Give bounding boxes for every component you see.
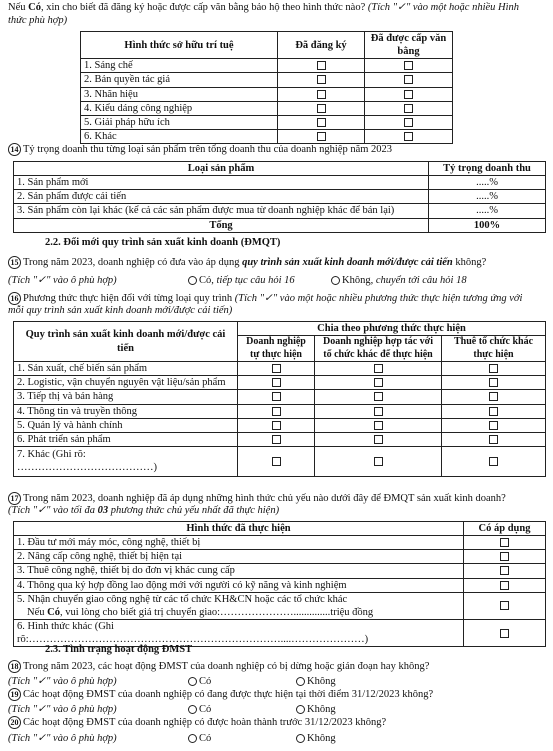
checkbox[interactable] bbox=[374, 435, 383, 444]
option-label: Không bbox=[307, 733, 336, 744]
q18-note: (Tích "✓" vào ô phù hợp) bbox=[8, 676, 117, 687]
checkbox[interactable] bbox=[374, 457, 383, 466]
q17-text: Trong năm 2023, doanh nghiệp đã áp dụng những hình thức chủ yếu nào dưới đây để ĐMQT sản xuất kinh doanh? bbox=[23, 493, 506, 504]
q18-text: Trong năm 2023, các hoạt động ĐMST của doanh nghiệp có bị dừng hoặc gián đoạn hay không? bbox=[23, 661, 430, 672]
question-number-badge: 20 bbox=[8, 716, 21, 729]
checkbox[interactable] bbox=[500, 581, 509, 590]
radio-button[interactable] bbox=[296, 734, 305, 743]
process-row-label: 3. Tiếp thị và bán hàng bbox=[14, 390, 238, 404]
revenue-row-value[interactable]: .....% bbox=[429, 176, 546, 190]
checkbox[interactable] bbox=[404, 90, 413, 99]
table-row bbox=[14, 176, 546, 190]
methods-row-5-bold: Có bbox=[47, 606, 60, 618]
q15-note: (Tích "✓" vào ô phù hợp) bbox=[8, 275, 117, 286]
ip-table bbox=[80, 31, 453, 144]
checkbox[interactable] bbox=[317, 75, 326, 84]
checkbox[interactable] bbox=[374, 392, 383, 401]
methods-table bbox=[13, 521, 546, 647]
checkbox[interactable] bbox=[489, 378, 498, 387]
table-row bbox=[81, 73, 453, 87]
option-note: chuyển tới câu hỏi 18 bbox=[375, 275, 467, 286]
q18-option-yes[interactable] bbox=[188, 675, 211, 688]
process-other-line-1: 7. Khác (Ghi rõ: bbox=[17, 449, 86, 461]
q15-bold: quy trình sản xuất kinh doanh mới/được cải tiến bbox=[242, 257, 453, 268]
checkbox[interactable] bbox=[404, 61, 413, 70]
q20-note: (Tích "✓" vào ô phù hợp) bbox=[8, 733, 117, 744]
question-number-badge: 17 bbox=[8, 492, 21, 505]
methods-row-5-line-1: 5. Nhận chuyển giao công nghệ từ các tổ chức KH&CN hoặc các tổ chức khác bbox=[17, 593, 348, 605]
checkbox[interactable] bbox=[500, 538, 509, 547]
checkbox[interactable] bbox=[272, 421, 281, 430]
q20-option-no[interactable] bbox=[296, 732, 336, 745]
table-row bbox=[81, 59, 453, 73]
methods-row-label: 2. Nâng cấp công nghệ, thiết bị hiện tại bbox=[14, 550, 464, 564]
checkbox[interactable] bbox=[272, 364, 281, 373]
q17-note-post: phương thức chủ yếu nhất đã thực hiện) bbox=[108, 505, 280, 516]
checkbox[interactable] bbox=[272, 378, 281, 387]
question-number-badge: 18 bbox=[8, 660, 21, 673]
methods-row-other[interactable]: 6. Hình thức khác (Ghi rõ:………………………………………………………………....…………………) bbox=[14, 619, 464, 646]
checkbox[interactable] bbox=[317, 104, 326, 113]
ip-header-registered: Đã đăng ký bbox=[278, 32, 365, 59]
table-row bbox=[14, 204, 546, 218]
q19-question bbox=[8, 688, 433, 701]
intro-text-2: , xin cho biết đã đăng ký hoặc được cấp văn bằng bảo hộ theo hình thức nào? bbox=[40, 2, 368, 13]
checkbox[interactable] bbox=[374, 378, 383, 387]
table-row bbox=[81, 115, 453, 129]
q19-text: Các hoạt động ĐMST của doanh nghiệp có đang được thực hiện tại thời điểm 31/12/2023 không? bbox=[23, 689, 434, 700]
process-row-label: 4. Thông tin và truyền thông bbox=[14, 404, 238, 418]
radio-button[interactable] bbox=[188, 705, 197, 714]
q18-option-no[interactable] bbox=[296, 675, 336, 688]
checkbox[interactable] bbox=[317, 118, 326, 127]
radio-button[interactable] bbox=[296, 705, 305, 714]
radio-button[interactable] bbox=[296, 677, 305, 686]
table-row bbox=[14, 418, 546, 432]
ip-row-label: 6. Khác bbox=[81, 129, 278, 143]
q20-option-yes[interactable] bbox=[188, 732, 211, 745]
q18-question bbox=[8, 660, 429, 673]
methods-row-5-pre: Nếu bbox=[27, 606, 48, 618]
checkbox[interactable] bbox=[404, 104, 413, 113]
q20-question bbox=[8, 716, 386, 729]
q16-note: (Tích "✓" vào một hoặc nhiều phương thức thực hiện tương ứng với bbox=[234, 293, 523, 304]
option-label: Không bbox=[307, 704, 336, 715]
checkbox[interactable] bbox=[489, 407, 498, 416]
checkbox[interactable] bbox=[489, 364, 498, 373]
q14-text: Tỷ trọng doanh thu từng loại sản phẩm trên tổng doanh thu của doanh nghiệp năm 2023 bbox=[23, 144, 393, 155]
ip-header-granted: Đã được cấp văn bằng bbox=[365, 32, 453, 59]
checkbox[interactable] bbox=[374, 364, 383, 373]
intro-note: (Tích "✓" vào một hoặc nhiều Hình bbox=[367, 2, 520, 13]
ip-row-label: 4. Kiểu dáng công nghiệp bbox=[81, 101, 278, 115]
process-row-label: 1. Sản xuất, chế biến sản phẩm bbox=[14, 362, 238, 376]
revenue-row-value[interactable]: .....% bbox=[429, 190, 546, 204]
checkbox[interactable] bbox=[489, 457, 498, 466]
question-number-badge: 19 bbox=[8, 688, 21, 701]
q19-option-no[interactable] bbox=[296, 703, 336, 716]
q15-question bbox=[8, 256, 486, 269]
intro-bold: Có bbox=[28, 2, 41, 13]
q20-text: Các hoạt động ĐMST của doanh nghiệp có được hoàn thành trước 31/12/2023 không? bbox=[23, 717, 387, 728]
revenue-header-type: Loại sản phẩm bbox=[14, 162, 429, 176]
methods-row-label: 4. Thông qua ký hợp đồng lao động mới với người có kỹ năng và kinh nghiệm bbox=[14, 578, 464, 592]
checkbox[interactable] bbox=[404, 118, 413, 127]
q17-note-bold: 03 bbox=[97, 505, 109, 516]
option-label: Có bbox=[199, 704, 212, 715]
table-row bbox=[14, 432, 546, 446]
intro-line-1 bbox=[8, 1, 519, 14]
option-label: Có bbox=[199, 676, 212, 687]
option-label: Có bbox=[199, 733, 212, 744]
ip-row-label: 5. Giải pháp hữu ích bbox=[81, 115, 278, 129]
table-row bbox=[14, 578, 546, 592]
q19-note: (Tích "✓" vào ô phù hợp) bbox=[8, 704, 117, 715]
ip-row-label: 1. Sáng chế bbox=[81, 59, 278, 73]
checkbox[interactable] bbox=[272, 392, 281, 401]
methods-row-5-post: , vui lòng cho biết giá trị chuyển giao:…………………..............triệu đồng bbox=[59, 606, 374, 618]
table-row-total bbox=[14, 218, 546, 232]
table-row bbox=[14, 446, 546, 476]
methods-row-5-line-2 bbox=[17, 606, 460, 619]
process-row-label: 6. Phát triển sản phẩm bbox=[14, 432, 238, 446]
table-row bbox=[81, 87, 453, 101]
question-number-badge: 14 bbox=[8, 143, 21, 156]
radio-button[interactable] bbox=[188, 677, 197, 686]
q15-option-no[interactable] bbox=[331, 274, 467, 287]
option-label: Không, bbox=[342, 275, 376, 286]
table-row bbox=[14, 190, 546, 204]
intro-line-2: thức phù hợp) bbox=[8, 15, 68, 26]
q17-note bbox=[8, 504, 279, 517]
table-row bbox=[14, 550, 546, 564]
checkbox[interactable] bbox=[272, 435, 281, 444]
checkbox[interactable] bbox=[272, 407, 281, 416]
process-row-label: 5. Quản lý và hành chính bbox=[14, 418, 238, 432]
checkbox[interactable] bbox=[489, 392, 498, 401]
methods-row-label: 1. Đầu tư mới máy móc, công nghệ, thiết bị bbox=[14, 536, 464, 550]
revenue-total-value: 100% bbox=[429, 218, 546, 232]
process-row-label: 2. Logistic, vận chuyển nguyên vật liệu/sản phẩm bbox=[14, 376, 238, 390]
methods-row-transfer[interactable] bbox=[14, 592, 464, 619]
revenue-row-value[interactable]: .....% bbox=[429, 204, 546, 218]
question-number-badge: 16 bbox=[8, 292, 21, 305]
ip-header-type: Hình thức sở hữu trí tuệ bbox=[81, 32, 278, 59]
radio-button[interactable] bbox=[188, 276, 197, 285]
q16-note-2: mỗi quy trình sản xuất kinh doanh mới/được cải tiến) bbox=[8, 305, 233, 316]
checkbox[interactable] bbox=[500, 552, 509, 561]
q15-option-yes[interactable] bbox=[188, 274, 295, 287]
radio-button[interactable] bbox=[331, 276, 340, 285]
methods-row-label: 3. Thuê công nghệ, thiết bị do đơn vị khác cung cấp bbox=[14, 564, 464, 578]
q14-question bbox=[8, 143, 392, 156]
revenue-total-label: Tổng bbox=[14, 218, 429, 232]
checkbox[interactable] bbox=[404, 75, 413, 84]
table-row bbox=[14, 376, 546, 390]
process-subheader-outsource: Thuê tổ chức khác thực hiện bbox=[442, 336, 546, 362]
process-other-line-2: …………………………………) bbox=[17, 462, 157, 474]
ip-row-label: 2. Bản quyền tác giả bbox=[81, 73, 278, 87]
revenue-table bbox=[13, 161, 546, 233]
option-label: Có, bbox=[199, 275, 217, 286]
q16-text: Phương thức thực hiện đổi với từng loại quy trình bbox=[23, 293, 235, 304]
intro-text: Nếu bbox=[8, 2, 29, 13]
q19-option-yes[interactable] bbox=[188, 703, 211, 716]
checkbox[interactable] bbox=[317, 61, 326, 70]
q15-text-end: không? bbox=[452, 257, 487, 268]
revenue-row-label: 1. Sản phẩm mới bbox=[14, 176, 429, 190]
checkbox[interactable] bbox=[374, 421, 383, 430]
q15-text: Trong năm 2023, doanh nghiệp có đưa vào áp dụng bbox=[23, 257, 243, 268]
table-row bbox=[14, 404, 546, 418]
table-row bbox=[14, 390, 546, 404]
process-subheader-self: Doanh nghiệp tự thực hiện bbox=[238, 336, 315, 362]
process-subheader-partner: Doanh nghiệp hợp tác với tổ chức khác để thực hiện bbox=[315, 336, 442, 362]
revenue-row-label: 3. Sản phẩm còn lại khác (kể cả các sản phẩm được mua từ doanh nghiệp khác để bán lại) bbox=[14, 204, 429, 218]
option-note: tiếp tục câu hỏi 16 bbox=[216, 275, 295, 286]
table-row bbox=[14, 362, 546, 376]
question-number-badge: 15 bbox=[8, 256, 21, 269]
section-2-2-heading: 2.2. Đổi mới quy trình sản xuất kinh doanh (ĐMQT) bbox=[45, 237, 281, 248]
checkbox[interactable] bbox=[374, 407, 383, 416]
checkbox[interactable] bbox=[489, 435, 498, 444]
process-row-other[interactable] bbox=[14, 446, 238, 476]
table-row bbox=[14, 536, 546, 550]
checkbox[interactable] bbox=[500, 601, 509, 610]
process-table bbox=[13, 321, 546, 477]
methods-header-type: Hình thức đã thực hiện bbox=[14, 522, 464, 536]
revenue-row-label: 2. Sản phẩm được cải tiến bbox=[14, 190, 429, 204]
revenue-header-share: Tỷ trọng doanh thu bbox=[429, 162, 546, 176]
checkbox[interactable] bbox=[500, 629, 509, 638]
ip-row-label: 3. Nhãn hiệu bbox=[81, 87, 278, 101]
table-row bbox=[81, 129, 453, 143]
table-row bbox=[14, 592, 546, 619]
checkbox[interactable] bbox=[404, 132, 413, 141]
checkbox[interactable] bbox=[500, 566, 509, 575]
q17-note-pre: (Tích "✓" vào tối đa bbox=[8, 505, 98, 516]
section-2-3-heading: 2.3. Tình trạng hoạt động ĐMST bbox=[45, 644, 193, 655]
methods-header-applied: Có áp dụng bbox=[464, 522, 546, 536]
process-header-main: Quy trình sản xuất kinh doanh mới/được cải tiến bbox=[14, 322, 238, 362]
checkbox[interactable] bbox=[272, 457, 281, 466]
checkbox[interactable] bbox=[489, 421, 498, 430]
checkbox[interactable] bbox=[317, 90, 326, 99]
radio-button[interactable] bbox=[188, 734, 197, 743]
option-label: Không bbox=[307, 676, 336, 687]
table-row bbox=[81, 101, 453, 115]
checkbox[interactable] bbox=[317, 132, 326, 141]
table-row bbox=[14, 564, 546, 578]
process-header-group: Chia theo phương thức thực hiện bbox=[238, 322, 546, 336]
